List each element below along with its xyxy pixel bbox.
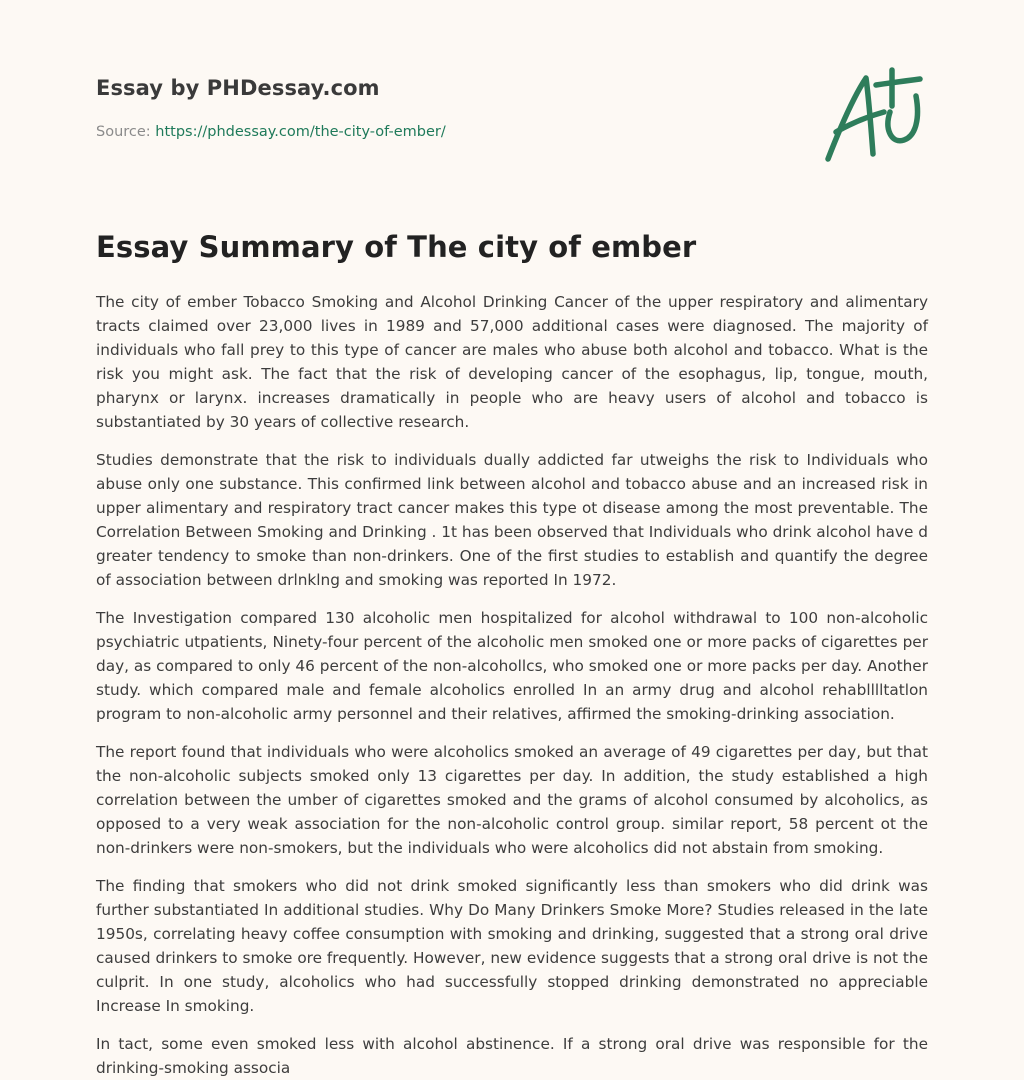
essay-body (96, 290, 928, 1080)
essay-title: Essay Summary of The city of ember (96, 230, 697, 264)
source-link[interactable]: https://phdessay.com/the-city-of-ember/ (155, 124, 446, 140)
source-label: Source: (96, 124, 151, 140)
essay-paragraph: In tact, some even smoked less with alcohol abstinence. If a strong oral drive was responsible for the drinking-smoking associa (96, 1035, 928, 1077)
essay-paragraph: The Investigation compared 130 alcoholic men hospitalized for alcohol withdrawal to 100 non-alcoholic psychiatric utpatients, Ninety-four percent of the alcoholic men smoked one or more packs of cigarettes per day, as compared to only 46 percent of the non-alcohollcs, who smoked one or more packs per day. Another study. which compared male and female alcoholics enrolled In an army drug and alcohol rehablllltatlon program to non-alcoholic army personnel and their relatives, affirmed the smoking-drinking association. (96, 609, 928, 723)
essay-paragraph: The report found that individuals who were alcoholics smoked an average of 49 cigarettes per day, but that the non-alcoholic subjects smoked only 13 cigarettes per day. In addition, the study established a high correlation between the umber of cigarettes smoked and the grams of alcohol consumed by alcoholics, as opposed to a very weak association for the non-alcoholic control group. similar report, 58 percent ot the non-drinkers were non-smokers, but the individuals who were alcoholics did not abstain from smoking. (96, 743, 928, 857)
page-header (96, 0, 928, 195)
essay-paragraph: The city of ember Tobacco Smoking and Alcohol Drinking Cancer of the upper respiratory and alimentary tracts claimed over 23,000 lives in 1989 and 57,000 additional cases were diagnosed. The majority of individuals who fall prey to this type of cancer are males who abuse both alcohol and tobacco. What is the risk you might ask. The fact that the risk of developing cancer of the esophagus, lip, tongue, mouth, pharynx or larynx. increases dramatically in people who are heavy users of alcohol and tobacco is substantiated by 30 years of collective research. (96, 293, 928, 431)
essay-paragraph: Studies demonstrate that the risk to individuals dually addicted far utweighs the risk to Individuals who abuse only one substance. This confirmed link between alcohol and tobacco abuse and an increased risk in upper alimentary and respiratory tract cancer makes this type ot disease among the most preventable. The Correlation Between Smoking and Drinking . 1t has been observed that Individuals who drink alcohol have d greater tendency to smoke than non-drinkers. One of the first studies to establish and quantify the degree of association between drlnklng and smoking was reported In 1972. (96, 451, 928, 589)
a-plus-logo-icon (824, 66, 928, 166)
essay-paragraph: The finding that smokers who did not drink smoked significantly less than smokers who did drink was further substantiated In additional studies. Why Do Many Drinkers Smoke More? Studies released in the late 1950s, correlating heavy coffee consumption with smoking and drinking, suggested that a strong oral drive caused drinkers to smoke ore frequently. However, new evidence suggests that a strong oral drive is not the culprit. In one study, alcoholics who had successfully stopped drinking demonstrated no appreciable Increase In smoking. (96, 877, 928, 1015)
site-title: Essay by PHDessay.com (96, 76, 380, 100)
source-line (96, 124, 446, 140)
